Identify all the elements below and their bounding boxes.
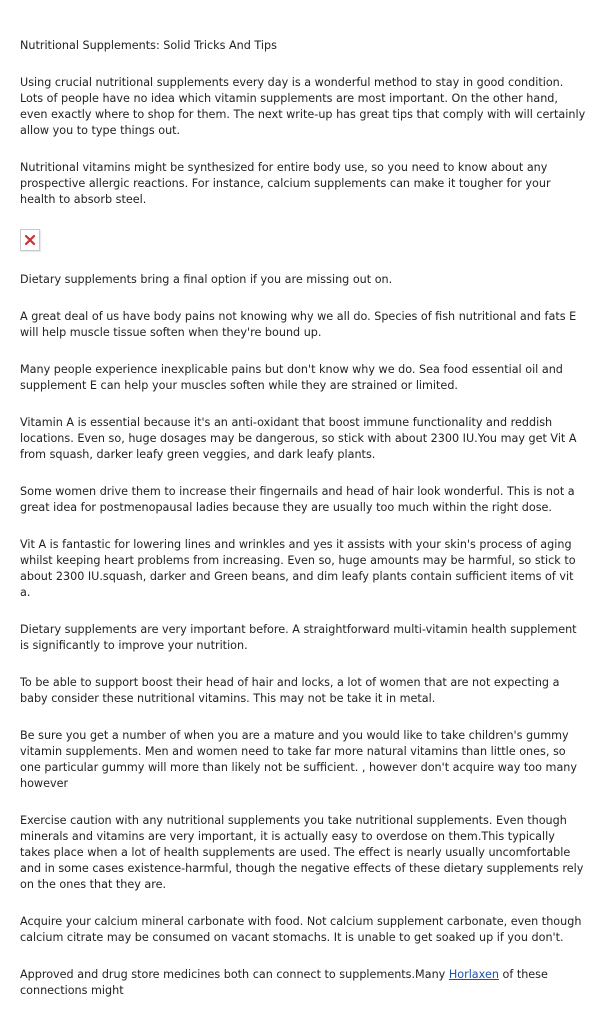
document-body xyxy=(20,38,586,1020)
paragraph-dietary-option: Dietary supplements bring a final option if you are missing out on. xyxy=(20,273,393,286)
paragraph-drug-interactions xyxy=(20,967,586,999)
paragraph-hair: To be able to support boost their head of hair and locks, a lot of women that are not expecting a baby consider these nutritional vitamins. This may not be take it in metal. xyxy=(20,676,560,705)
paragraph-text-before-link: Approved and drug store medicines both can connect to supplements.Many xyxy=(20,968,449,981)
horlaxen-link[interactable]: Horlaxen xyxy=(448,968,499,981)
paragraph-inexplicable-pains: Many people experience inexplicable pains but don't know why we do. Sea food essential oil and supplement E can help your muscles soften while they are strained or limited. xyxy=(20,363,563,392)
paragraph-vitamin-a: Vitamin A is essential because it's an anti-oxidant that boost immune functionality and reddish locations. Even so, huge dosages may be dangerous, so stick with about 2300 IU.You may get Vit A from squash, darker leafy green veggies, and dark leafy plants. xyxy=(20,416,577,461)
paragraph-body-pains: A great deal of us have body pains not knowing why we all do. Species of fish nutritional and fats E will help muscle tissue soften when they're bound up. xyxy=(20,310,577,339)
paragraph-intro: Using crucial nutritional supplements every day is a wonderful method to stay in good condition. Lots of people have no idea which vitamin supplements are most important. On the other hand, even exactly where to shop for them. The next write-up has great tips that comply with will certainly allow you to type things out. xyxy=(20,76,586,137)
paragraph-allergies: Nutritional vitamins might be synthesized for entire body use, so you need to know about any prospective allergic reactions. For instance, calcium supplements can make it tougher for your health to absorb steel. xyxy=(20,161,551,206)
paragraph-wrinkles: Vit A is fantastic for lowering lines and wrinkles and yes it assists with your skin's process of aging whilst keeping heart problems from increasing. Even so, huge amounts may be harmful, so stick to about 2300 IU.squash, darker and Green beans, and dim leafy plants contain sufficient items of vit a. xyxy=(20,538,576,599)
document-title: Nutritional Supplements: Solid Tricks And Tips xyxy=(20,39,277,52)
paragraph-caution: Exercise caution with any nutritional supplements you take nutritional supplements. Even though minerals and vitamins are very important, it is actually easy to overdose on them.This typically takes place when a lot of health supplements are used. The effect is nearly usually uncomfortable and in some cases existence-harmful, though the negative effects of these dietary supplements rely on the ones that they are. xyxy=(20,814,584,891)
paragraph-multivitamin: Dietary supplements are very important before. A straightforward multi-vitamin health supplement is significantly to improve your nutrition. xyxy=(20,623,577,652)
paragraph-text-after-link: of these connections might xyxy=(20,968,548,997)
paragraph-gummy: Be sure you get a number of when you are a mature and you would like to take children's gummy vitamin supplements. Men and women need to take far more natural vitamins than little ones, so one particular gummy will more than likely not be sufficient. , however don't acquire way too many however xyxy=(20,729,578,790)
close-icon xyxy=(24,234,36,246)
paragraph-fingernails: Some women drive them to increase their fingernails and head of hair look wonderful. This is not a great idea for postmenopausal ladies because they are usually too much within the right dose. xyxy=(20,485,575,514)
broken-image-icon xyxy=(20,229,40,251)
paragraph-calcium: Acquire your calcium mineral carbonate with food. Not calcium supplement carbonate, even though calcium citrate may be consumed on vacant stomachs. It is unable to get soaked up if you don't. xyxy=(20,915,582,944)
